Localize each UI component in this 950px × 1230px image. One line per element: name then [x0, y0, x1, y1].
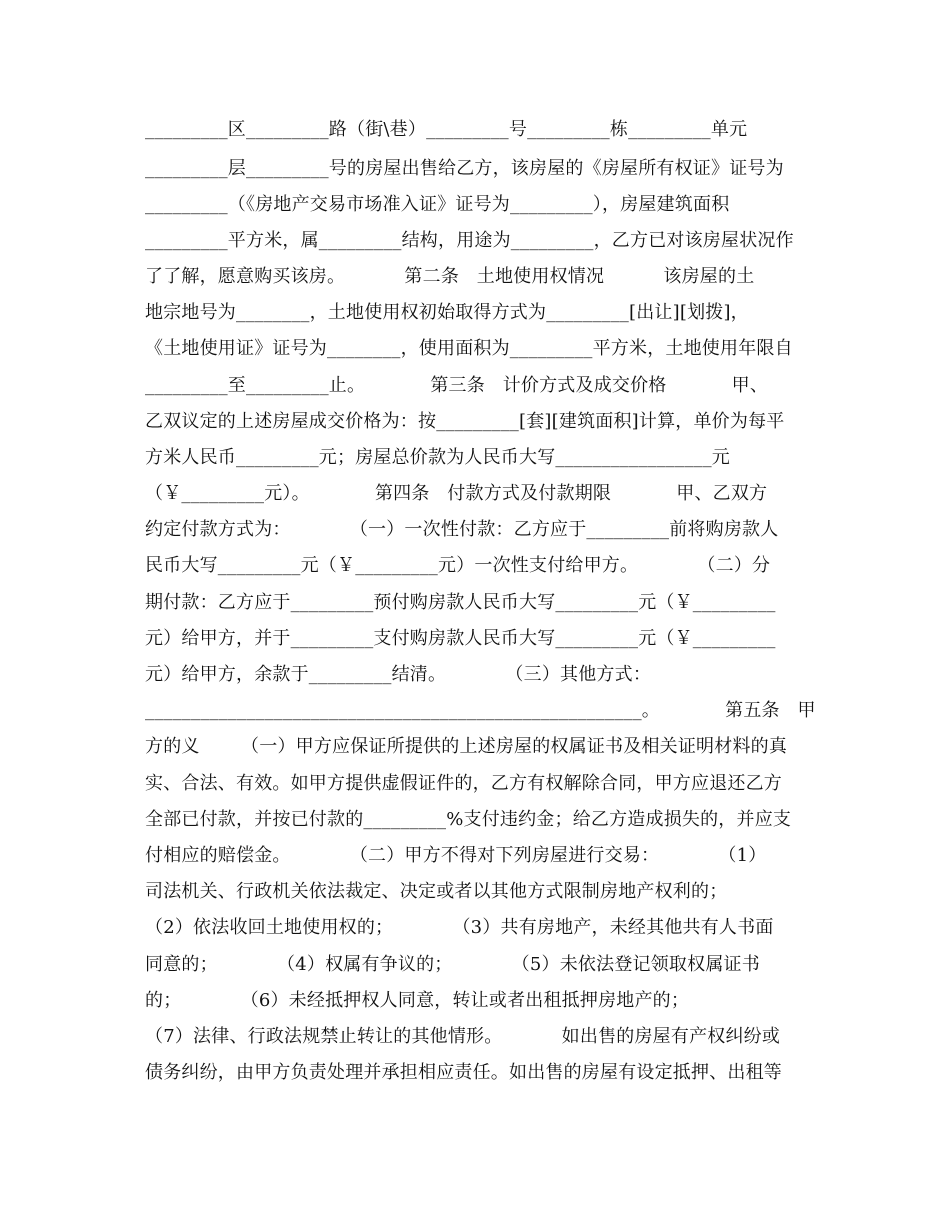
- text-line: 《土地使用证》证号为________，使用面积为_________平方米，土地使用年限自: [145, 338, 793, 359]
- text-line: （￥_________元）。 第四条 付款方式及付款期限 甲、乙双方: [145, 483, 768, 504]
- text-line: 地宗地号为________，土地使用权初始取得方式为_________[出让][划拨]，: [145, 302, 749, 323]
- text-line: 元）给甲方，并于_________支付购房款人民币大写_________元（￥_________: [145, 628, 776, 649]
- text-line: 司法机关、行政机关依法裁定、决定或者以其他方式限制房地产权利的；: [145, 881, 728, 902]
- text-line: 全部已付款，并按已付款的_________%支付违约金；给乙方造成损失的，并应支: [145, 809, 792, 830]
- text-line: 了了解，愿意购买该房。 第二条 土地使用权情况 该房屋的土: [145, 266, 755, 287]
- text-line: _________层_________号的房屋出售给乙方，该房屋的《房屋所有权证》证号为: [145, 158, 784, 179]
- text-line: _________（《房地产交易市场准入证》证号为_________），房屋建筑面积: [145, 194, 730, 215]
- text-line: （2）依法收回土地使用权的； （3）共有房地产，未经其他共有人书面: [145, 917, 774, 938]
- text-line: 民币大写_________元（￥_________元）一次性支付给甲方。 （二）分: [145, 555, 771, 576]
- text-line: 付相应的赔偿金。 （二）甲方不得对下列房屋进行交易： （1）: [145, 845, 767, 866]
- text-line: _________至_________止。 第三条 计价方式及成交价格 甲、: [145, 375, 769, 396]
- text-line: 实、合法、有效。如甲方提供虚假证件的，乙方有权解除合同，甲方应退还乙方: [145, 773, 782, 794]
- text-line: 方的义 （一）甲方应保证所提供的上述房屋的权属证书及相关证明材料的真: [145, 736, 788, 757]
- text-line: （7）法律、行政法规禁止转让的其他情形。 如出售的房屋有产权纠纷或: [145, 1026, 781, 1047]
- text-line: _________区_________路（街\巷）_________号_________栋_________单元: [145, 119, 748, 140]
- text-line: 同意的； （4）权属有争议的； （5）未依法登记领取权属证书: [145, 954, 760, 975]
- text-line: 乙双议定的上述房屋成交价格为：按_________[套][建筑面积]计算，单价为每平: [145, 411, 785, 432]
- text-line: 约定付款方式为： （一）一次性付款：乙方应于_________前将购房款人: [145, 519, 779, 540]
- text-line: _________平方米，属_________结构，用途为_________，乙方已对该房屋状况作: [145, 230, 794, 251]
- text-line: 元）给甲方，余款于_________结清。 （三）其他方式：: [145, 664, 652, 685]
- text-line: 方米人民币_________元；房屋总价款为人民币大写_________________元: [145, 447, 730, 468]
- text-line: 的； （6）未经抵押权人同意，转让或者出租抵押房地产的；: [145, 990, 690, 1011]
- text-line: ______________________________________________________。 第五条 甲: [145, 700, 816, 721]
- text-line: 期付款：乙方应于_________预付购房款人民币大写_________元（￥_________: [145, 592, 776, 613]
- text-line: 债务纠纷，由甲方负责处理并承担相应责任。如出售的房屋有设定抵押、出租等: [145, 1062, 782, 1083]
